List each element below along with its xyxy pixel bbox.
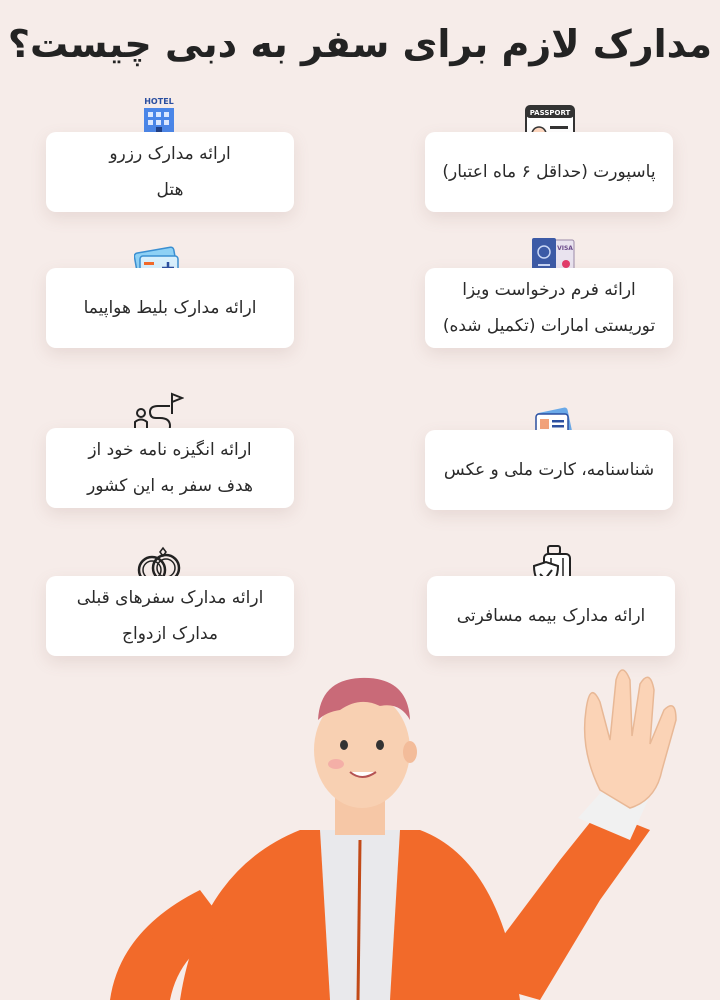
motivation-card-line2: هدف سفر به این کشور: [87, 476, 253, 496]
visa-sign: VISA: [557, 245, 573, 252]
id-docs-card: [425, 430, 673, 510]
hotel-card-line1: ارائه مدارک رزرو: [109, 144, 231, 164]
plane-ticket-card-line1: ارائه مدارک بلیط هواپیما: [83, 298, 257, 318]
hotel-sign: HOTEL: [144, 97, 174, 106]
marriage-card-line1: ارائه مدارک سفرهای قبلی: [76, 588, 264, 608]
passport-card: [425, 132, 673, 212]
page-title: مدارک لازم برای سفر به دبی چیست؟: [7, 22, 713, 66]
hotel-card: [46, 132, 294, 212]
visa-card-line1: ارائه فرم درخواست ویزا: [462, 280, 636, 300]
waving-person-illustration: [0, 640, 720, 1000]
motivation-card-line1: ارائه انگیزه نامه خود از: [88, 440, 252, 460]
hotel-icon: [138, 96, 180, 136]
plane-ticket-card: [46, 268, 294, 348]
insurance-card-line1: ارائه مدارک بیمه مسافرتی: [456, 606, 646, 626]
passport-card-line1: پاسپورت (حداقل ۶ ماه اعتبار): [442, 162, 656, 182]
marriage-card-line2: مدارک ازدواج: [122, 624, 218, 644]
motivation-card: [46, 428, 294, 508]
passport-sign: PASSPORT: [529, 109, 571, 117]
visa-card: [425, 268, 673, 348]
hotel-card-line2: هتل: [156, 180, 184, 200]
visa-card-line2: توریستی امارات (تکمیل شده): [442, 316, 656, 336]
id-docs-card-line1: شناسنامه، کارت ملی و عکس: [443, 460, 655, 480]
